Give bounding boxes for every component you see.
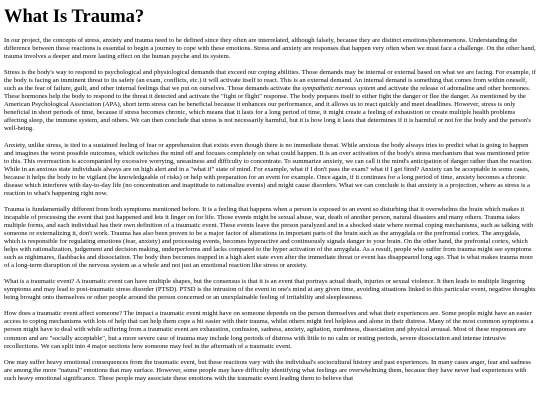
paragraph-trauma [4, 206, 536, 270]
italic-term: sympathetic nervous system [302, 85, 376, 93]
paragraph-emotional-consequences [4, 359, 536, 383]
page-title: What Is Trauma? [4, 7, 145, 27]
paragraph-effects [4, 310, 536, 350]
paragraph-anxiety [4, 142, 536, 198]
paragraph-stress [4, 69, 536, 133]
paragraph-text: Trauma is fundamentally different from both symptoms mentioned before. It is a feeling that happens when a person is exposed to an event so disturbing that it overwhelms the brain which makes it incapable of processing the event that just happened and lets it linger on for life. Those events might be sexual abuse, war, death of another person, natural disasters and many others. Trauma takes multiple forms, and each individual has their own definition of a traumatic event. These events leave the person paralyzed and in a shocked state where normal coping mechanisms, such as talking with someone or externalizing it, don't work. Trauma has also been proven to be a major factor of alterations in important parts of the brain such as the amygdala or the prefrontal cortex. The amygdala, which is responsible for regulating emotions (fear, anxiety) and processing events, becomes hyperactive and continuously signals danger to your brain. On the other hand, the prefrontal cortex, which helps with rationalization, judgement and decision making, underperforms and lacks compared to the hyper activation of the amygdala. As a result, people who suffer from trauma might see symptoms such as nightmares, flashbacks and dissociation. The body then becomes trapped in a high alert state even after the immediate threat or event has disappeared long ago. That is what makes trauma more of a long-term disruption of the nervous system as a whole and not just an emotional reaction like stress or anxiety. [4, 205, 534, 270]
paragraph-text: Anxiety, unlike stress, is tied to a sustained feeling of fear or apprehension that exists even though there is no immediate threat. While anxious the body always tries to predict what is going to happen and imagines the worst possible outcomes, which switches the mind off and focuses completely on what could happen. It is an over activation of the body's stress mechanism that was mentioned prior to this. This overreaction is accompanied by excessive worrying, uneasiness and difficulty to concentrate. To summarize anxiety, we can call it the mind's anticipation of danger rather than the reaction. While in an anxious state individuals always are on high alert and in a "what if" state of mind. For example, what if I don't pass the exam? what if I get fired? Anxiety can be acceptable in some cases, because it helps the body to be vigilant (be knowledgeable of risks) or help with preparation for an event for example. Once again, if it continues for a long period of time, anxiety becomes a chronic disease which interferes with day-to-day life (no concentration and inaptitude to rationalize events) and might cause disorders. What we can conclude is that anxiety is a projection, where as stress is a reaction to what's happening right now. [4, 141, 533, 197]
paragraph-text: In our project, the concepts of stress, anxiety and trauma need to be defined since they often are interrelated, although falsely, because they are distinct emotions/phenomenons. Understanding the difference between those reactions is essential to begin a journey to cope with these emotions. Stress and anxiety are responses that happen very often when we must face a challenge. On the other hand, trauma involves a deeper and more lasting effect on the human psyche and its system. [4, 37, 536, 61]
paragraph-traumatic-event [4, 278, 536, 302]
paragraph-text: One may suffer heavy emotional consequences from the traumatic event, but these reactions vary with the individual's sociocultural history and past experiences. In many cases anger, fear and sadness are among the more "natural" emotions that may surface. However, some people may have difficulty identifying what feelings are overwhelming them, because they have never had experiences with such heavy emotional significance. These people may associate these emotions with the traumatic event leading them to believe that [4, 358, 531, 382]
paragraph-text: and activate the release of adrenaline and other hormones. These hormones help the body to respond to the threat it detected and activate the "fight or flight" response. The body prepares itself to either fight the danger or flee the danger. As mentioned by the American Psychological Association (APA), short term stress can be beneficial because it enhances our performance, and it allows us to react quickly and meet deadlines. However, stress is only beneficial in short periods of time, because if stress becomes chronic, which means that it lasts for a long period of time, it might create a feeling of exhaustion or create multiple health problems affecting sleep, the immune system, and others. We can then conclude that stress is not necessarily harmful, but it is how long it lasts that determines if it is harmful or not for the body and the person's well-being. [4, 85, 531, 133]
paragraph-text: What is a traumatic event? A traumatic event can have multiple shapes, but the consensus is that it is an event that portrays actual death, injuries or sexual violence. It then leads to multiple lingering symptoms and may lead to post-traumatic stress disorder (PTSD). PTSD is the intrusion of the event in one's mind at any given time, avoiding situations linked to this particular event, negative thoughts being brought onto themselves or other people around the person concerned or an unexplainable feeling of irritability and sleeplessness. [4, 278, 536, 302]
paragraph-text: How does a traumatic event affect someone? The impact a traumatic event might have on someone depends on the person themselves and what their experiences are. Some people might have an easier access to coping mechanisms with lots of help that can help them cope a bit easier with their trauma, whilst others might feel helpless and alone in their distress. Many of the most common symptoms a person might have to deal with while suffering from a traumatic event are exhaustion, confusion, sadness, anxiety, agitation, numbness, dissociation and physical arousal. Most of these responses are common and are "socially acceptable", but a more severe case of trauma may include long periods of distress with little to no calm or resting periods, severe dissociation and intense intrusive recollections. We can split into 4 major sections how someone may feel in the aftermath of a traumatic event. [4, 310, 534, 350]
paragraph-intro [4, 37, 536, 61]
paragraph-text: Stress is the body's way to respond to psychological and physiological demands that exceed our coping abilities. Those demands may be internal or external based on what we are facing. For example, if the body is facing an imminent threat to its safety (an exam, conflicts, etc.) it will activate itself to react. This is an external demand. An internal demand is something that comes from within oneself, such as the fear of failure, guilt, and other internal feelings that we put on ourselves. Those demands activate the [4, 69, 536, 93]
